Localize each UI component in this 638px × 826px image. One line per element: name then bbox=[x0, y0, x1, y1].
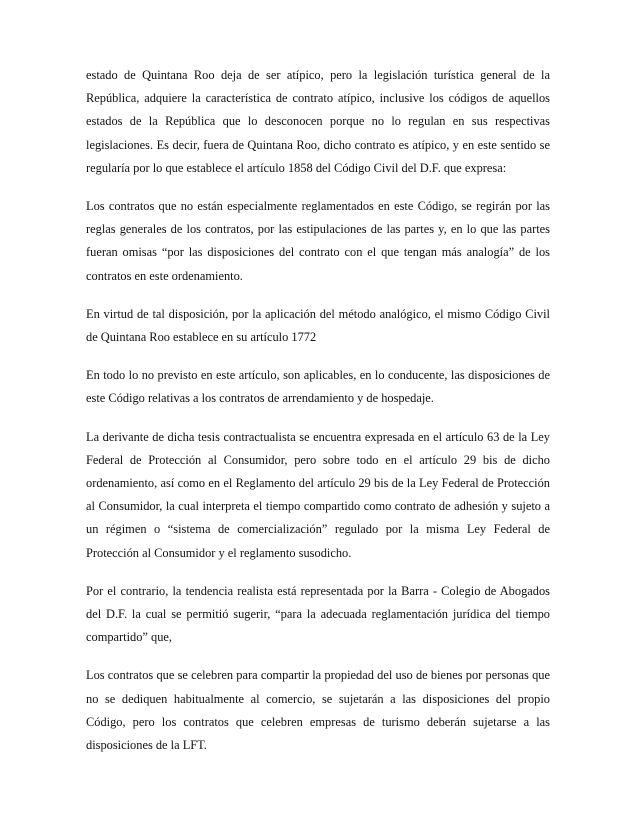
document-page bbox=[86, 64, 550, 772]
paragraph-2: Los contratos que no están especialmente reglamentados en este Código, se regirán por las reglas generales de los contratos, por las estipulaciones de las partes y, en lo que las partes fueran omisas “por las disposiciones del contrato con el que tengan más analogía” de los contratos en este ordenamiento. bbox=[86, 199, 550, 283]
paragraph-6: Por el contrario, la tendencia realista está representada por la Barra - Colegio de Abogados del D.F. la cual se permitió sugerir, “para la adecuada reglamentación jurídica del tiempo compartido” que, bbox=[86, 583, 550, 645]
paragraph-5: La derivante de dicha tesis contractualista se encuentra expresada en el artículo 63 de la Ley Federal de Protección al Consumidor, pero sobre todo en el artículo 29 bis de dicho ordenamiento, así como en el Reglamento del artículo 29 bis de la Ley Federal de Protección al Consumidor, la cual interpreta el tiempo compartido como contrato de adhesión y sujeto a un régimen o “sistema de comercialización” regulado por la misma Ley Federal de Protección al Consumidor y el reglamento susodicho. bbox=[86, 429, 550, 560]
paragraph-4: En todo lo no previsto en este artículo, son aplicables, en lo conducente, las disposiciones de este Código relativas a los contratos de arrendamiento y de hospedaje. bbox=[86, 368, 550, 406]
paragraph-7: Los contratos que se celebren para compartir la propiedad del uso de bienes por personas que no se dediquen habitualmente al comercio, se sujetarán a las disposiciones del propio Código, pero los contratos que celebren empresas de turismo deberán sujetarse a las disposiciones de la LFT. bbox=[86, 668, 550, 753]
paragraph-1: estado de Quintana Roo deja de ser atípico, pero la legislación turística general de la República, adquiere la característica de contrato atípico, inclusive los códigos de aquellos estados de la República que lo desconocen porque no lo regulan en sus respectivas legislaciones. Es decir, fuera de Quintana Roo, dicho contrato es atípico, y en este sentido se regularía por lo que establece el artículo 1858 del Código Civil del D.F. que expresa: bbox=[86, 68, 550, 175]
paragraph-3: En virtud de tal disposición, por la aplicación del método analógico, el mismo Código Civil de Quintana Roo establece en su artículo 1772 bbox=[86, 306, 550, 345]
